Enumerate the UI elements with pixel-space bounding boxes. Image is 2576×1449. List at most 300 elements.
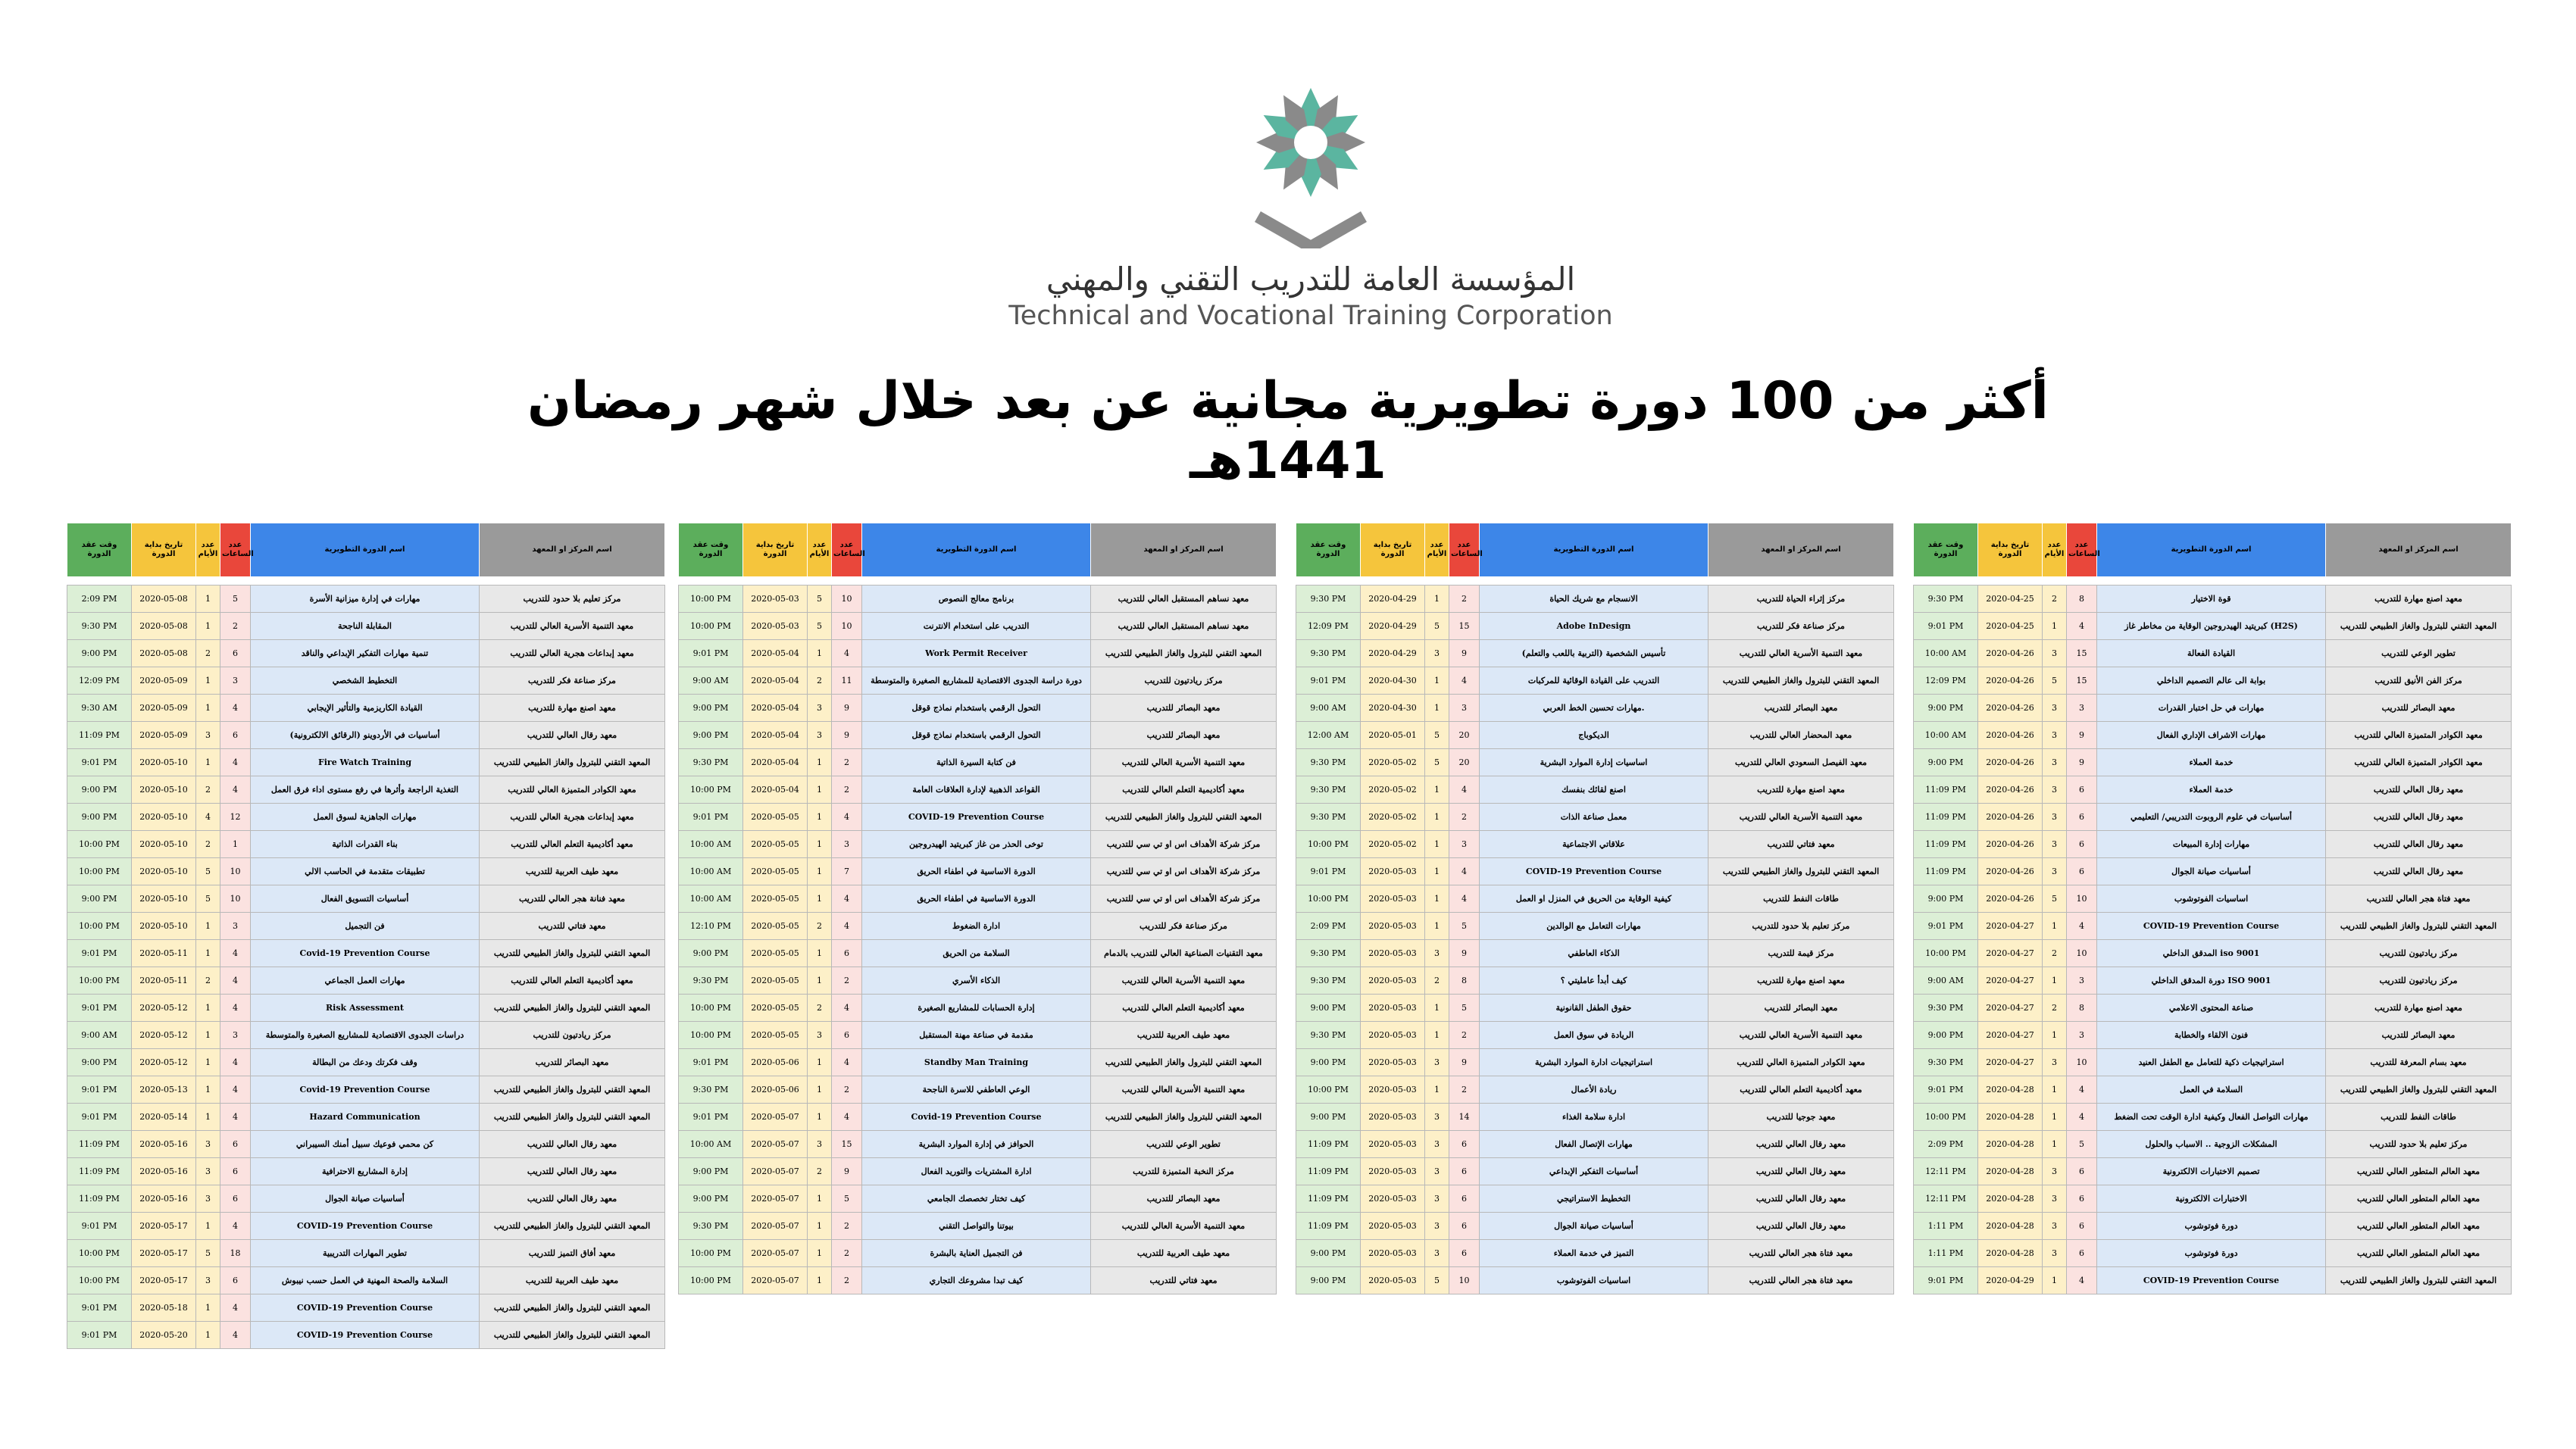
hours-cell: 9 [1449, 1049, 1480, 1076]
days-cell: 1 [808, 749, 832, 776]
institute-cell: مركز إثراء الحياة للتدريب [1708, 586, 1894, 613]
hours-cell: 8 [2067, 586, 2097, 613]
table-row [679, 640, 1277, 667]
time-cell: 9:30 PM [1296, 749, 1361, 776]
hours-cell: 4 [220, 1322, 251, 1349]
course-name-cell: الذكاء الأسري [862, 967, 1091, 995]
date-cell: 2020-05-03 [1361, 1022, 1425, 1049]
days-cell: 1 [1425, 804, 1449, 831]
date-cell: 2020-05-18 [132, 1294, 196, 1322]
days-cell: 3 [2043, 1049, 2067, 1076]
hours-cell: 5 [1449, 995, 1480, 1022]
days-cell: 1 [808, 1104, 832, 1131]
days-cell: 1 [2043, 1131, 2067, 1158]
time-cell: 11:09 PM [67, 722, 132, 749]
table-row [1296, 1158, 1894, 1185]
days-cell: 1 [2043, 1104, 2067, 1131]
institute-cell: مركز صناعة فكر للتدريب [480, 667, 665, 695]
days-cell: 1 [1425, 831, 1449, 858]
institute-cell: معهد البصائر للتدريب [1091, 1185, 1277, 1213]
time-cell: 11:09 PM [1914, 858, 1978, 885]
course-name-cell: السلامة في العمل [2097, 1076, 2326, 1104]
date-cell: 2020-05-10 [132, 858, 196, 885]
time-cell: 10:00 PM [1296, 885, 1361, 913]
date-cell: 2020-05-09 [132, 695, 196, 722]
hours-cell: 6 [832, 1022, 862, 1049]
hours-cell: 4 [832, 1104, 862, 1131]
course-name-cell: أساسيات في علوم الروبوت التدريبي/ التعليمي [2097, 804, 2326, 831]
time-cell: 10:00 PM [1914, 940, 1978, 967]
date-cell: 2020-05-10 [132, 885, 196, 913]
hours-cell: 6 [1449, 1185, 1480, 1213]
hours-cell: 4 [1449, 858, 1480, 885]
course-name-cell: المدقق الداخلي iso 9001 [2097, 940, 2326, 967]
time-cell: 10:00 AM [1914, 722, 1978, 749]
hours-cell: 4 [2067, 913, 2097, 940]
institute-cell: معهد رقال العالي للتدريب [1708, 1158, 1894, 1185]
course-name-cell: كيف أبدأ عامليتي ؟ [1480, 967, 1708, 995]
hours-cell: 4 [832, 995, 862, 1022]
column-header-hours: عدد الساعات [1449, 523, 1480, 577]
days-cell: 5 [1425, 722, 1449, 749]
course-name-cell: توخى الحذر من غاز كبريتيد الهيدروجين [862, 831, 1091, 858]
date-cell: 2020-05-05 [743, 995, 808, 1022]
hours-cell: 6 [1449, 1158, 1480, 1185]
time-cell: 9:01 PM [67, 940, 132, 967]
course-name-cell: المشكلات الزوجية .. الاسباب والحلول [2097, 1131, 2326, 1158]
institute-cell: المعهد التقني للبترول والغاز الطبيعي للتدريب [480, 1213, 665, 1240]
days-cell: 4 [196, 804, 220, 831]
date-cell: 2020-05-10 [132, 776, 196, 804]
course-name-cell: خدمة العملاء [2097, 776, 2326, 804]
course-name-cell: معمل صناعة الذات [1480, 804, 1708, 831]
institute-cell: معهد التنمية الأسرية العالي للتدريب [1091, 967, 1277, 995]
days-cell: 1 [808, 1185, 832, 1213]
institute-cell: معهد طيف العربية للتدريب [1091, 1022, 1277, 1049]
time-cell: 10:00 PM [679, 1022, 743, 1049]
institute-cell: معهد رقال العالي للتدريب [480, 722, 665, 749]
date-cell: 2020-04-26 [1978, 722, 2043, 749]
table-row [1296, 640, 1894, 667]
days-cell: 1 [2043, 1022, 2067, 1049]
institute-cell: معهد رقال العالي للتدريب [1708, 1213, 1894, 1240]
time-cell: 9:30 PM [1296, 776, 1361, 804]
table-row [67, 913, 665, 940]
hours-cell: 2 [832, 776, 862, 804]
schedule-table [1913, 523, 2512, 1294]
institute-cell: معهد رقال العالي للتدريب [2326, 831, 2512, 858]
time-cell: 9:00 PM [1914, 695, 1978, 722]
time-cell: 12:00 AM [1296, 722, 1361, 749]
days-cell: 3 [2043, 695, 2067, 722]
hours-cell: 3 [220, 667, 251, 695]
table-row [679, 1104, 1277, 1131]
column-header-time: وقت عقد الدورة [1914, 523, 1978, 577]
time-cell: 9:01 PM [67, 995, 132, 1022]
course-name-cell: بناء القدرات الذاتية [251, 831, 480, 858]
institute-cell: معهد أكاديمية التعلم العالي للتدريب [1091, 995, 1277, 1022]
days-cell: 3 [1425, 940, 1449, 967]
hours-cell: 2 [832, 1240, 862, 1267]
column-header-days: عدد الأيام [196, 523, 220, 577]
hours-cell: 6 [220, 1267, 251, 1294]
time-cell: 9:01 PM [1296, 667, 1361, 695]
date-cell: 2020-05-07 [743, 1104, 808, 1131]
course-name-cell: مهارات في حل اختبار القدرات [2097, 695, 2326, 722]
days-cell: 1 [808, 1076, 832, 1104]
table-row [1296, 586, 1894, 613]
course-name-cell: Adobe InDesign [1480, 613, 1708, 640]
date-cell: 2020-04-26 [1978, 640, 2043, 667]
days-cell: 3 [2043, 722, 2067, 749]
date-cell: 2020-05-03 [1361, 1131, 1425, 1158]
course-name-cell: أساسيات صيانة الجوال [251, 1185, 480, 1213]
hours-cell: 4 [220, 749, 251, 776]
course-name-cell: الذكاء العاطفي [1480, 940, 1708, 967]
header-gap [679, 577, 1277, 586]
hours-cell: 5 [1449, 913, 1480, 940]
course-name-cell: الاختبارات الالكترونية [2097, 1185, 2326, 1213]
institute-cell: معهد التنمية الأسرية العالي للتدريب [1091, 1076, 1277, 1104]
time-cell: 9:30 AM [67, 695, 132, 722]
table-row [1914, 640, 2512, 667]
date-cell: 2020-05-09 [132, 667, 196, 695]
hours-cell: 6 [2067, 776, 2097, 804]
institute-cell: معهد التنمية الأسرية العالي للتدريب [1708, 640, 1894, 667]
table-row [1296, 995, 1894, 1022]
column-header-time: وقت عقد الدورة [67, 523, 132, 577]
table-row [679, 995, 1277, 1022]
date-cell: 2020-05-05 [743, 913, 808, 940]
days-cell: 1 [196, 940, 220, 967]
table-row [679, 776, 1277, 804]
institute-cell: معهد التنمية الأسرية العالي للتدريب [1091, 1213, 1277, 1240]
hours-cell: 3 [2067, 1022, 2097, 1049]
time-cell: 9:00 PM [1914, 1022, 1978, 1049]
hours-cell: 1 [220, 831, 251, 858]
time-cell: 11:09 PM [67, 1158, 132, 1185]
date-cell: 2020-05-03 [743, 586, 808, 613]
table-row [67, 1185, 665, 1213]
time-cell: 9:01 PM [1914, 1267, 1978, 1294]
date-cell: 2020-05-10 [132, 831, 196, 858]
time-cell: 10:00 PM [679, 586, 743, 613]
time-cell: 10:00 PM [1296, 831, 1361, 858]
table-row [67, 967, 665, 995]
time-cell: 12:11 PM [1914, 1158, 1978, 1185]
institute-cell: معهد العالم المتطور العالي للتدريب [2326, 1185, 2512, 1213]
course-name-cell: الريادة في سوق العمل [1480, 1022, 1708, 1049]
time-cell: 9:30 PM [1914, 1049, 1978, 1076]
time-cell: 9:30 PM [679, 967, 743, 995]
institute-cell: معهد رقال العالي للتدريب [2326, 776, 2512, 804]
date-cell: 2020-05-05 [743, 858, 808, 885]
institute-cell: المعهد التقني للبترول والغاز الطبيعي للتدريب [1708, 858, 1894, 885]
table-row [679, 831, 1277, 858]
institute-cell: مركز شركة الأهداف اس او تي سي للتدريب [1091, 831, 1277, 858]
table-row [1296, 1185, 1894, 1213]
table-row [67, 1240, 665, 1267]
institute-cell: معهد اصنع مهارة للتدريب [2326, 586, 2512, 613]
institute-cell: معهد أكاديمية التعلم العالي للتدريب [1708, 1076, 1894, 1104]
date-cell: 2020-04-27 [1978, 1022, 2043, 1049]
time-cell: 2:09 PM [1296, 913, 1361, 940]
hours-cell: 2 [832, 1267, 862, 1294]
course-name-cell: مقدمة في صناعة مهنة المستقبل [862, 1022, 1091, 1049]
hours-cell: 20 [1449, 722, 1480, 749]
hours-cell: 6 [2067, 1213, 2097, 1240]
hours-cell: 10 [2067, 940, 2097, 967]
table-row [1914, 1158, 2512, 1185]
days-cell: 2 [808, 667, 832, 695]
course-name-cell: اصنع لقائك بنفسك [1480, 776, 1708, 804]
time-cell: 9:30 PM [679, 749, 743, 776]
hours-cell: 4 [832, 1049, 862, 1076]
time-cell: 9:30 PM [1296, 640, 1361, 667]
course-name-cell: الوعي العاطفي للاسرة الناجحة [862, 1076, 1091, 1104]
days-cell: 2 [2043, 586, 2067, 613]
course-name-cell: التدريب على القيادة الوقائية للمركبات [1480, 667, 1708, 695]
table-row [1296, 722, 1894, 749]
header-gap [1296, 577, 1894, 586]
date-cell: 2020-05-03 [1361, 858, 1425, 885]
days-cell: 3 [808, 695, 832, 722]
time-cell: 10:00 PM [67, 858, 132, 885]
institute-cell: معهد رقال العالي للتدريب [480, 1185, 665, 1213]
course-name-cell: مهارات الجاهزية لسوق العمل [251, 804, 480, 831]
date-cell: 2020-05-08 [132, 586, 196, 613]
course-name-cell: فنون الالقاء والخطابة [2097, 1022, 2326, 1049]
date-cell: 2020-04-26 [1978, 667, 2043, 695]
institute-cell: مركز تعليم بلا حدود للتدريب [2326, 1131, 2512, 1158]
time-cell: 9:01 PM [1914, 913, 1978, 940]
course-name-cell: COVID-19 Prevention Course [862, 804, 1091, 831]
table-row [679, 1267, 1277, 1294]
table-row [679, 913, 1277, 940]
table-row [1296, 913, 1894, 940]
table-row [1296, 695, 1894, 722]
course-name-cell: Hazard Communication [251, 1104, 480, 1131]
column-header-name: اسم الدورة التطويرية [862, 523, 1091, 577]
hours-cell: 4 [220, 995, 251, 1022]
course-name-cell: دراسات الجدوى الاقتصادية للمشاريع الصغيرة والمتوسطة [251, 1022, 480, 1049]
date-cell: 2020-05-03 [1361, 1158, 1425, 1185]
institute-cell: المعهد التقني للبترول والغاز الطبيعي للتدريب [480, 940, 665, 967]
course-name-cell: القيادة الفعالة [2097, 640, 2326, 667]
days-cell: 3 [2043, 858, 2067, 885]
hours-cell: 3 [220, 1022, 251, 1049]
table-row [679, 1240, 1277, 1267]
institute-cell: معهد التنمية الأسرية العالي للتدريب [480, 613, 665, 640]
institute-cell: معهد البصائر للتدريب [480, 1049, 665, 1076]
institute-cell: معهد إبداعات هجرية العالي للتدريب [480, 804, 665, 831]
date-cell: 2020-05-11 [132, 940, 196, 967]
time-cell: 9:01 PM [679, 804, 743, 831]
time-cell: 9:30 PM [679, 1213, 743, 1240]
table-row [1296, 967, 1894, 995]
course-name-cell: COVID-19 Prevention Course [251, 1322, 480, 1349]
time-cell: 9:00 PM [679, 695, 743, 722]
time-cell: 10:00 AM [679, 831, 743, 858]
days-cell: 2 [1425, 967, 1449, 995]
course-name-cell: اساسيات إدارة الموارد البشرية [1480, 749, 1708, 776]
hours-cell: 15 [2067, 667, 2097, 695]
days-cell: 3 [1425, 1213, 1449, 1240]
date-cell: 2020-04-30 [1361, 667, 1425, 695]
days-cell: 3 [2043, 1185, 2067, 1213]
institute-cell: طاقات النفط للتدريب [1708, 885, 1894, 913]
table-row [679, 967, 1277, 995]
institute-cell: معهد البصائر للتدريب [2326, 1022, 2512, 1049]
days-cell: 3 [2043, 1158, 2067, 1185]
institute-cell: معهد الفيصل السعودي العالي للتدريب [1708, 749, 1894, 776]
column-header-hours: عدد الساعات [832, 523, 862, 577]
time-cell: 10:00 PM [67, 1240, 132, 1267]
table-row [67, 1022, 665, 1049]
table-header-row [679, 523, 1277, 577]
table-row [67, 613, 665, 640]
time-cell: 11:09 PM [1914, 831, 1978, 858]
hours-cell: 4 [1449, 776, 1480, 804]
table-row [67, 995, 665, 1022]
hours-cell: 4 [2067, 1104, 2097, 1131]
institute-cell: معهد البصائر للتدريب [1708, 995, 1894, 1022]
institute-cell: معهد الكوادر المتميزة العالي للتدريب [480, 776, 665, 804]
time-cell: 9:00 PM [1296, 1049, 1361, 1076]
days-cell: 3 [808, 1022, 832, 1049]
institute-cell: معهد التنمية الأسرية العالي للتدريب [1708, 804, 1894, 831]
date-cell: 2020-05-17 [132, 1213, 196, 1240]
course-name-cell: COVID-19 Prevention Course [251, 1294, 480, 1322]
days-cell: 5 [1425, 749, 1449, 776]
days-cell: 3 [1425, 1158, 1449, 1185]
hours-cell: 6 [220, 1158, 251, 1185]
hours-cell: 8 [1449, 967, 1480, 995]
institute-cell: معهد فنانة هجر العالي للتدريب [480, 885, 665, 913]
course-name-cell: أساسيات التفكير الإبداعي [1480, 1158, 1708, 1185]
days-cell: 1 [1425, 1076, 1449, 1104]
date-cell: 2020-04-26 [1978, 695, 2043, 722]
time-cell: 12:09 PM [1296, 613, 1361, 640]
days-cell: 2 [196, 831, 220, 858]
days-cell: 5 [808, 586, 832, 613]
days-cell: 1 [808, 885, 832, 913]
table-row [1296, 1267, 1894, 1294]
table-row [1914, 613, 2512, 640]
days-cell: 3 [196, 1158, 220, 1185]
days-cell: 1 [2043, 613, 2067, 640]
column-header-time: وقت عقد الدورة [1296, 523, 1361, 577]
days-cell: 1 [196, 749, 220, 776]
date-cell: 2020-04-26 [1978, 831, 2043, 858]
course-name-cell: COVID-19 Prevention Course [2097, 913, 2326, 940]
time-cell: 12:09 PM [67, 667, 132, 695]
time-cell: 9:00 PM [1296, 995, 1361, 1022]
days-cell: 1 [196, 1104, 220, 1131]
table-row [1914, 1022, 2512, 1049]
course-name-cell: دورة المدقق الداخلي ISO 9001 [2097, 967, 2326, 995]
institute-cell: معهد نساهم المستقبل العالي للتدريب [1091, 586, 1277, 613]
time-cell: 9:00 AM [1296, 695, 1361, 722]
days-cell: 3 [2043, 831, 2067, 858]
institute-cell: المعهد التقني للبترول والغاز الطبيعي للتدريب [1091, 1104, 1277, 1131]
institute-cell: معهد الكوادر المتميزة العالي للتدريب [2326, 722, 2512, 749]
column-header-days: عدد الأيام [2043, 523, 2067, 577]
course-name-cell: إدارة المشاريع الاحترافية [251, 1158, 480, 1185]
time-cell: 9:01 PM [67, 1213, 132, 1240]
days-cell: 3 [2043, 1240, 2067, 1267]
days-cell: 2 [2043, 995, 2067, 1022]
date-cell: 2020-05-03 [1361, 1213, 1425, 1240]
institute-cell: معهد الكوادر المتميزة العالي للتدريب [2326, 749, 2512, 776]
table-row [67, 858, 665, 885]
table-row [67, 1267, 665, 1294]
course-name-cell: اساسيات الفوتوشوب [1480, 1267, 1708, 1294]
date-cell: 2020-05-16 [132, 1158, 196, 1185]
date-cell: 2020-04-27 [1978, 1049, 2043, 1076]
table-row [1296, 858, 1894, 885]
hours-cell: 15 [2067, 640, 2097, 667]
course-name-cell: المقابلة الناجحة [251, 613, 480, 640]
date-cell: 2020-04-29 [1361, 640, 1425, 667]
days-cell: 5 [196, 885, 220, 913]
institute-cell: مركز شركة الأهداف اس او تي سي للتدريب [1091, 885, 1277, 913]
table-row [679, 695, 1277, 722]
date-cell: 2020-05-02 [1361, 749, 1425, 776]
table-row [67, 1076, 665, 1104]
course-name-cell: تصميم الاختبارات الالكترونية [2097, 1158, 2326, 1185]
time-cell: 9:01 PM [679, 1104, 743, 1131]
institute-cell: معهد رقال العالي للتدريب [480, 1158, 665, 1185]
institute-cell: مركز تعليم بلا حدود للتدريب [1708, 913, 1894, 940]
days-cell: 1 [808, 940, 832, 967]
hours-cell: 6 [832, 940, 862, 967]
hours-cell: 9 [1449, 940, 1480, 967]
date-cell: 2020-05-12 [132, 1022, 196, 1049]
institute-cell: المعهد التقني للبترول والغاز الطبيعي للتدريب [480, 1104, 665, 1131]
table-row [67, 1049, 665, 1076]
days-cell: 2 [196, 967, 220, 995]
date-cell: 2020-04-26 [1978, 804, 2043, 831]
date-cell: 2020-04-30 [1361, 695, 1425, 722]
time-cell: 10:00 PM [1296, 1076, 1361, 1104]
days-cell: 1 [1425, 885, 1449, 913]
hours-cell: 4 [220, 967, 251, 995]
table-row [67, 1213, 665, 1240]
table-header-row [1296, 523, 1894, 577]
course-name-cell: التخطيط الشخصي [251, 667, 480, 695]
institute-cell: معهد طيف العربية للتدريب [1091, 1240, 1277, 1267]
table-row [679, 1131, 1277, 1158]
date-cell: 2020-05-10 [132, 749, 196, 776]
days-cell: 5 [2043, 667, 2067, 695]
days-cell: 3 [808, 1131, 832, 1158]
date-cell: 2020-05-04 [743, 640, 808, 667]
days-cell: 2 [196, 776, 220, 804]
institute-cell: معهد اصنع مهارة للتدريب [480, 695, 665, 722]
table-row [679, 586, 1277, 613]
institute-cell: المعهد التقني للبترول والغاز الطبيعي للتدريب [1091, 804, 1277, 831]
hours-cell: 9 [832, 722, 862, 749]
table-row [67, 1322, 665, 1349]
course-name-cell: فن كتابة السيرة الذاتية [862, 749, 1091, 776]
time-cell: 11:09 PM [1914, 804, 1978, 831]
days-cell: 1 [196, 1022, 220, 1049]
institute-cell: مركز قيمة للتدريب [1708, 940, 1894, 967]
course-name-cell: القواعد الذهبية لإدارة العلاقات العامة [862, 776, 1091, 804]
date-cell: 2020-04-27 [1978, 940, 2043, 967]
table-row [1914, 885, 2512, 913]
